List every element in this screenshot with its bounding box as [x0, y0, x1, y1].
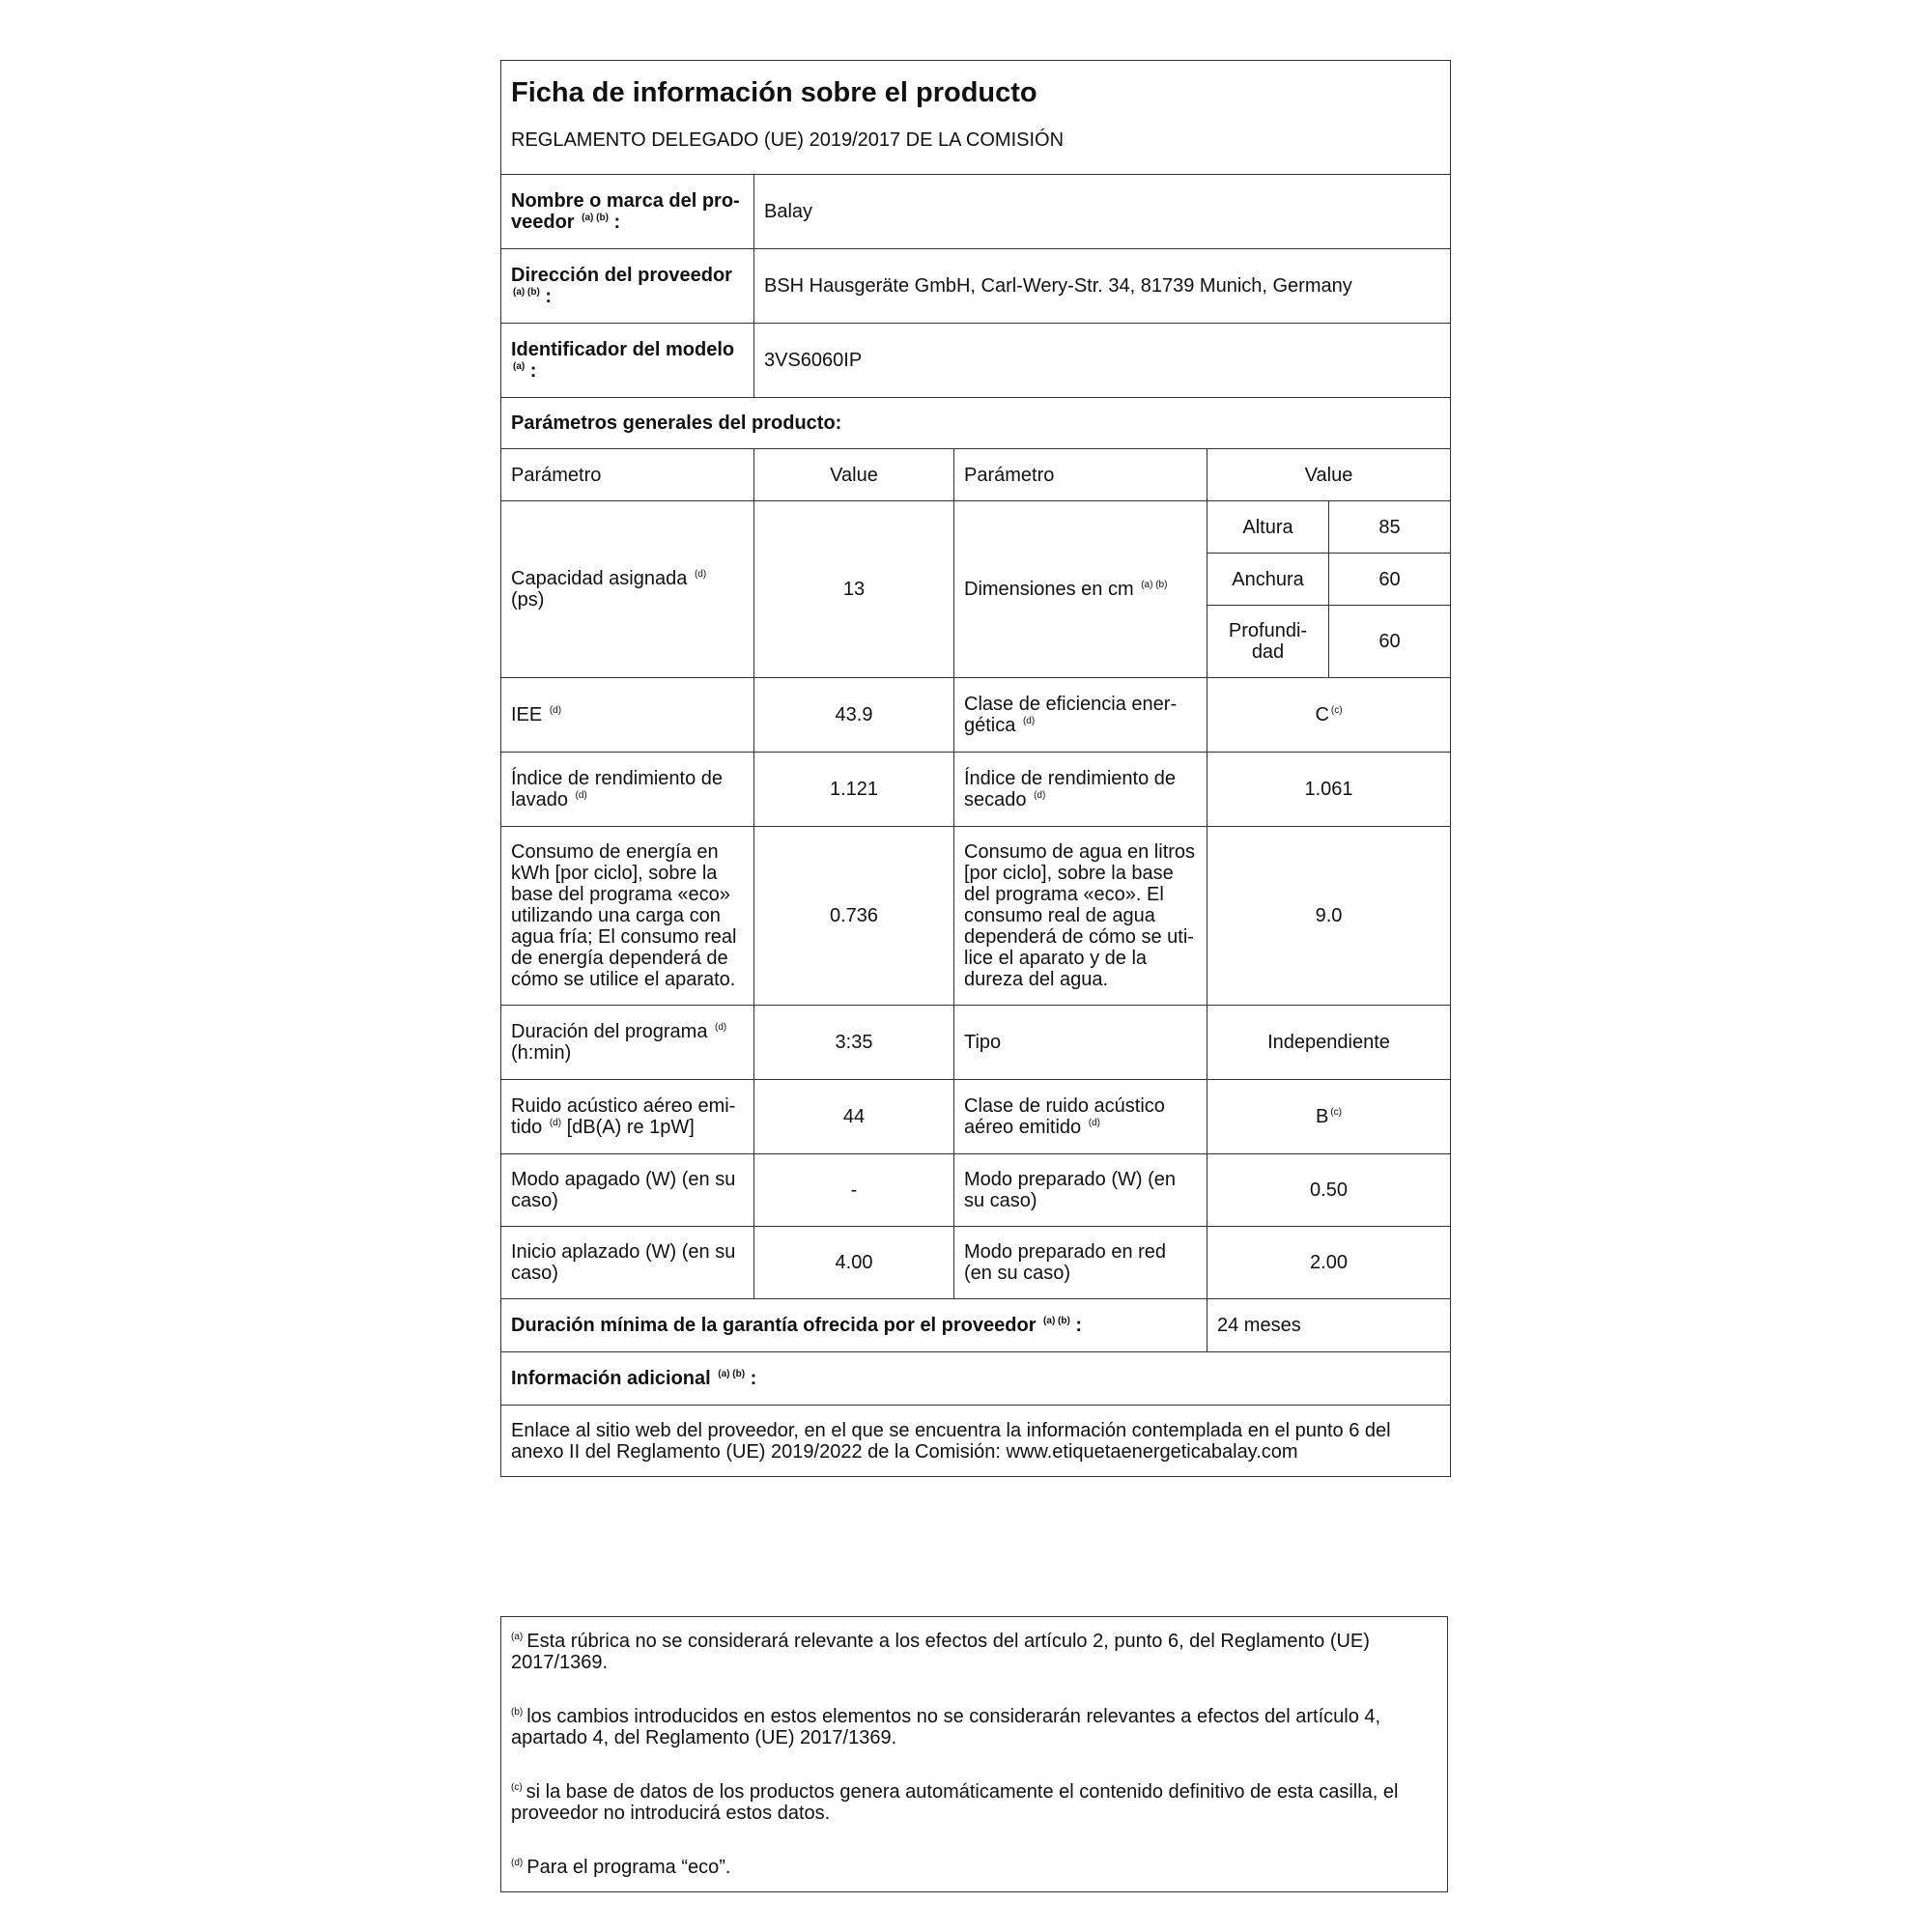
supplier-name-label: Nombre o marca del pro-veedor $^{(a) (b)}$ : [501, 175, 754, 249]
wash-index-value: 1.121 [754, 753, 954, 827]
footnote-c: $^{(c)}$ si la base de datos de los productos genera automáticamente el contenido definitivo de esta casilla, el proveedor no introducirá estos datos. [511, 1781, 1399, 1824]
energy-consumption-value: 0.736 [754, 827, 954, 1006]
additional-info-label: Información adicional $^{(a) (b)}$ : [501, 1352, 1451, 1406]
general-parameters-heading: Parámetros generales del producto: [501, 398, 1451, 449]
noise-class-label: Clase de ruido acústico aéreo emitido $^{(d)}$ [954, 1080, 1208, 1154]
standby-label: Modo preparado (W) (en su caso) [954, 1154, 1208, 1227]
product-table [500, 60, 1451, 1477]
capacity-value: 13 [754, 501, 954, 678]
model-identifier-label: Identificador del modelo $^{(a)}$ : [501, 324, 754, 398]
capacity-label: Capacidad asignada $^{(d)}$ (ps) [501, 501, 754, 678]
dry-index-value: 1.061 [1208, 753, 1451, 827]
width-label: Anchura [1208, 554, 1329, 606]
noise-value: 44 [754, 1080, 954, 1154]
water-consumption-label: Consumo de agua en litros [por ciclo], sobre la base del programa «eco». El consumo real de agua dependerá de cómo se uti-lice el aparato y de la dureza del agua. [954, 827, 1208, 1006]
off-mode-value: - [754, 1154, 954, 1227]
column-header-parameter: Parámetro [501, 449, 754, 501]
noise-label: Ruido acústico aéreo emi-tido $^{(d)}$ [dB(A) re 1pW] [501, 1080, 754, 1154]
warranty-value: 24 meses [1208, 1299, 1451, 1352]
network-standby-value: 2.00 [1208, 1227, 1451, 1299]
footnote-b: $^{(b)}$ los cambios introducidos en estos elementos no se considerarán relevantes a efectos del artículo 4, apartado 4, del Reglamento (UE) 2017/1369. [511, 1706, 1381, 1748]
depth-label: Profundi-dad [1208, 606, 1329, 678]
eei-value: 43.9 [754, 678, 954, 753]
footnote-a: $^{(a)}$ Esta rúbrica no se considerará relevante a los efectos del artículo 2, punto 6, del Reglamento (UE) 2017/1369. [511, 1631, 1370, 1673]
water-consumption-value: 9.0 [1208, 827, 1451, 1006]
network-standby-label: Modo preparado en red (en su caso) [954, 1227, 1208, 1299]
program-duration-label: Duración del programa $^{(d)}$ (h:min) [501, 1006, 754, 1080]
depth-value: 60 [1329, 606, 1451, 678]
supplier-address-label: Dirección del proveedor $^{(a) (b)}$ : [501, 249, 754, 324]
warranty-label: Duración mínima de la garantía ofrecida por el proveedor $^{(a) (b)}$ : [501, 1299, 1208, 1352]
program-duration-value: 3:35 [754, 1006, 954, 1080]
noise-class-value: B $^{(c)}$ [1208, 1080, 1451, 1154]
additional-info-text: Enlace al sitio web del proveedor, en el que se encuentra la información contemplada en el punto 6 del anexo II del Reglamento (UE) 2019/2022 de la Comisión: www.etiquetaenergeticabalay.com [501, 1406, 1451, 1477]
energy-class-label: Clase de eficiencia ener-gética $^{(d)}$ [954, 678, 1208, 753]
type-value: Independiente [1208, 1006, 1451, 1080]
column-header-parameter: Parámetro [954, 449, 1208, 501]
delay-start-value: 4.00 [754, 1227, 954, 1299]
height-label: Altura [1208, 501, 1329, 554]
sheet-title: Ficha de información sobre el producto [501, 61, 1451, 119]
off-mode-label: Modo apagado (W) (en su caso) [501, 1154, 754, 1227]
footnotes-box [500, 1616, 1448, 1892]
delay-start-label: Inicio aplazado (W) (en su caso) [501, 1227, 754, 1299]
dimensions-label: Dimensiones en cm $^{(a) (b)}$ [954, 501, 1208, 678]
product-information-sheet [500, 60, 1450, 1477]
standby-value: 0.50 [1208, 1154, 1451, 1227]
dry-index-label: Índice de rendimiento de secado $^{(d)}$ [954, 753, 1208, 827]
column-header-value: Value [754, 449, 954, 501]
width-value: 60 [1329, 554, 1451, 606]
footnote-d: $^{(d)}$ Para el programa “eco”. [511, 1857, 731, 1878]
supplier-name-value: Balay [754, 175, 1451, 249]
energy-class-value: C $^{(c)}$ [1208, 678, 1451, 753]
regulation-title: REGLAMENTO DELEGADO (UE) 2019/2017 DE LA COMISIÓN [501, 119, 1451, 175]
eei-label: IEE $^{(d)}$ [501, 678, 754, 753]
supplier-address-value: BSH Hausgeräte GmbH, Carl-Wery-Str. 34, 81739 Munich, Germany [754, 249, 1451, 324]
type-label: Tipo [954, 1006, 1208, 1080]
wash-index-label: Índice de rendimiento de lavado $^{(d)}$ [501, 753, 754, 827]
height-value: 85 [1329, 501, 1451, 554]
column-header-value: Value [1208, 449, 1451, 501]
energy-consumption-label: Consumo de energía en kWh [por ciclo], sobre la base del programa «eco» utilizando una carga con agua fría; El consumo real de energía dependerá de cómo se utilice el aparato. [501, 827, 754, 1006]
model-identifier-value: 3VS6060IP [754, 324, 1451, 398]
